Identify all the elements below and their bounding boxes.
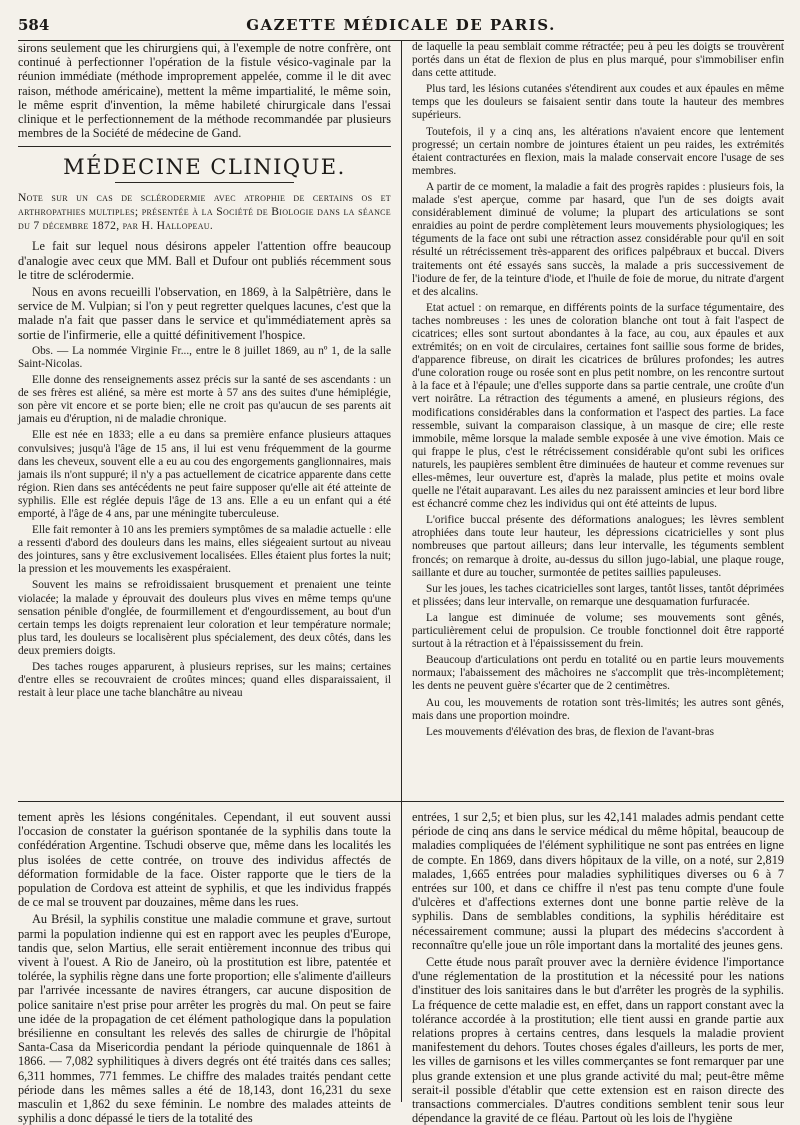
observation-paragraph: Les mouvements d'élévation des bras, de flexion de l'avant-bras — [426, 725, 714, 738]
intro-paragraph: sirons seulement que les chirurgiens qui, à l'exemple de notre confrère, ont continué à perfectionner l'opération de la fistule vésico-vaginale par la réunion immédiate (méthode improprement appelée, comme il le dit avec raison, méthode américaine), mettent la même impartialité, le même soin, le même esprit d'invention, la même habileté chirurgicale dans l'essai clinique et le perfectionnement de la méthode recommandée par plusieurs membres de la Société de médecine de Gand. — [18, 41, 391, 141]
body-paragraph: tement après les lésions congénitales. Cependant, il eut souvent aussi l'occasion de constater la guérison spontanée de la syphilis dans toute la confédération Argentine. Tschudi observe que, même dans les localités les plus isolées de cette contrée, on trouve des individus affectés de déformation formidable de la face. Oister rapporte que le tiers de la population de Cordova est atteint de syphilis, et que les individus frappés de ce mal se trouvent par douzaines, même dans les rues. — [18, 810, 391, 910]
observation-paragraph: L'orifice buccal présente des déformations analogues; les lèvres semblent atrophiées dans toute leur hauteur, les dépressions cicatricielles y sont plus nombreuses que partout ailleurs; dans leur intervalle, les téguments semblent froncés; on remarque à droite, au-dessus du sillon jugo-labial, une plaque rouge, saillante et dure au toucher, surmontée de petites saillies papuleuses. — [412, 514, 784, 579]
observation-paragraph: Elle est née en 1833; elle a eu dans sa première enfance plusieurs attaques convulsives; jusqu'à l'âge de 15 ans, il lui est venu fréquemment de la gourme dans les cheveux, souvent elle a eu au cou des engorgements ganglionnaires, mais jamais ils n'ont suppuré; il n'y a pas actuellement de cicatrice apparente dans cette région. Rien dans ses antécédents ne peut faire supposer qu'elle ait été atteinte de syphilis. Elle est réglée depuis l'âge de 13 ans. Elle a eu un enfant qui a été emporté, à l'âge de 4 ans, par une méningite tuberculeuse. — [18, 429, 391, 520]
running-head — [18, 14, 784, 41]
right-column — [402, 41, 784, 801]
page-number: 584 — [18, 16, 50, 34]
observation-paragraph: Etat actuel : on remarque, en différents points de la surface tégumentaire, des taches nombreuses : les unes de coloration blanche ont tout à fait l'aspect de cicatrices; elles sont surtout abondantes à la face, au cou, aux épaules et aux extrémités; on en voit de circulaires, certaines font saillie sous forme de brides, d'apparence fibreuse, on dirait les cicatrices de brûlures profondes; les autres d'une coloration rouge ou rosée sont en plus petit nombre, on les rencontre surtout à la face et à l'épaule; une d'elles supporte dans sa partie centrale, une croûte d'un vert noirâtre. La rétraction des téguments a amené, en plusieurs régions, des modifications considérables dans la conformation et l'aspect des parties. La face ressemble, suivant la comparaison classique, à un masque de cire; elle reste immobile, même lorsque la malade semble exposée à une vive émotion. Mais ce qui frappe le plus, c'est le rétrécissement considérable qu'ont subi les orifices naturels, les paupières semblent être diminuées de hauteur et comme revenues sur elles-mêmes, leur ouverture est, d'après la malade, plus petite et moins ovale quelle ne l'était auparavant. Les ailes du nez paraissent amincies et leur bord libre est échancré comme chez les individus qui ont été atteints de lupus. — [412, 301, 784, 511]
body-paragraph: Le fait sur lequel nous désirons appeler l'attention offre beaucoup d'analogie avec ceux que MM. Ball et Dufour ont publiés récemment sous le titre de sclérodermie. — [18, 239, 391, 282]
bottom-right-column — [402, 802, 784, 1125]
observation-paragraph: Elle donne des renseignements assez précis sur la santé de ses ascendants : un de ses frères est aliéné, sa mère est morte à 57 ans des suites d'une hémiplégie, son père vit encore et se porte bien; elle ne croit pas qu'aucun de ses parents ait jamais eu d'éruption, ni de maladie chronique. — [18, 374, 391, 426]
observation-paragraph: La langue est diminuée de volume; ses mouvements sont gênés, particulièrement celui de propulsion. Ce trouble fonctionnel doit être rapporté surtout à la rétraction et à l'épaississement du frein. — [412, 611, 784, 651]
observation-paragraph: de laquelle la peau semblait comme rétractée; peu à peu les doigts se trouvèrent portés dans un état de flexion de plus en plus marqué, pour s'immobiliser enfin dans cette attitude. — [412, 41, 784, 80]
body-paragraph: Nous en avons recueilli l'observation, en 1869, à la Salpêtrière, dans le service de M. Vulpian; si l'on y peut regretter quelques lacunes, c'est que la malade n'a fait que passer dans le service et qu'immédiatement après sa sortie de l'infirmerie, elle a quitté définitivement l'hospice. — [18, 285, 391, 342]
observation-paragraph: Souvent les mains se refroidissaient brusquement et prenaient une teinte violacée; la malade y éprouvait des douleurs plus vives en même temps qu'une sensation pénible d'onglée, de fourmillement et d'engourdissement, au bout d'un certain temps les doigts reprenaient leur coloration et leur température normale; plus tard, les douleurs se localisèrent plus spécialement, des deux côtés, dans les deux premiers doigts. — [18, 579, 391, 657]
observation-paragraph: A partir de ce moment, la maladie a fait des progrès rapides : plusieurs fois, la malade s'est aperçue, comme par hasard, que l'un de ses doigts avait considérablement diminué de volume; la plupart des articulations se sont enraidies au point de perdre complètement leurs mouvements physiologiques; les téguments de la face ont subi une rétraction assez considérable pour qu'il en soit résulté un rétrécissement très-apparent des orifices palpébraux et buccal. Divers traitements ont été essayés sans succès, la malade a pris successivement de l'iodure de fer, de la teinture d'iode, et l'huile de foie de morue, du nitrate d'argent et des alcalins. — [412, 180, 784, 298]
observation-paragraph: Beaucoup d'articulations ont perdu en totalité ou en partie leurs mouvements normaux; l'abaissement des mâchoires ne s'accomplit que très-incomplètement; les dents ne peuvent guère s'écarter que de 2 centimètres. — [412, 654, 784, 693]
body-paragraph: Au Brésil, la syphilis constitue une maladie commune et grave, surtout parmi la population indienne qui est en rapport avec les peuples d'Europe, tandis que, selon Martius, elle serait entièrement inconnue des tribus qui vivent à l'ouest. A Rio de Janeiro, où la prostitution est libre, patentée et tolérée, la syphilis règne dans une forte proportion; elle s'alimente d'ailleurs par l'arrivée incessante de navires étrangers, car aucune disposition de police sanitaire n'est prise pour arrêter les progrès du mal. On peut se faire une idée de la propagation de cet élément pathologique dans la population brésilienne en consultant les relevés des salles de chirurgie de l'hôpital Santa-Casa da Misericordia pendant la période quinquennale de 1861 à 1866. — 7,082 syphilitiques à divers degrés ont été traités dans ces salles; 6,311 hommes, 771 femmes. Le chiffre des malades traités pendant cette période dans les mêmes salles a été de 18,143, dont 16,231 du sexe masculin et 1,862 du sexe féminin. Le nombre des malades atteints de syphilis a donc dépassé le tiers de la totalité des — [18, 912, 391, 1125]
observation-paragraph: Toutefois, il y a cinq ans, les altérations n'avaient encore que lentement progressé; un certain nombre de jointures étaient un peu raides, les extrémités étaient contracturées en flexion, mais la malade conservait encore l'usage de ses membres. — [412, 125, 784, 177]
observation-paragraph: Obs. — La nommée Virginie Fr..., entre le 8 juillet 1869, au nº 1, de la salle Saint-Nicolas. — [18, 344, 391, 370]
journal-title: GAZETTE MÉDICALE DE PARIS. — [246, 16, 556, 34]
section-title-underline — [115, 182, 294, 183]
observation-paragraph: Plus tard, les lésions cutanées s'étendirent aux coudes et aux épaules en même temps que les douleurs se faisaient sentir dans toute la hauteur des membres supérieurs. — [412, 83, 784, 122]
section-title: MÉDECINE CLINIQUE. — [63, 155, 346, 180]
body-paragraph: entrées, 1 sur 2,5; et bien plus, sur les 42,141 malades admis pendant cette période de cinq ans dans le service médical du même hôpital, beaucoup de maladies compliquées de l'élément syphilitique ne sont pas entrées en ligne de compte. En 1869, dans divers hôpitaux de la ville, on a noté, sur 2,819 malades, 1,665 entrées pour maladies syphilitiques diverses ou 6 à 7 entrées sur 100, et dans ce chiffre il n'est pas tenu compte d'une foule d'ulcères et d'affections externes dont une bonne partie relève de la syphilis. Dans de semblables conditions, la syphilis héréditaire est nécessairement commune; aussi la plupart des médecins s'accordent à reconnaître qu'elle joue un rôle important dans la mortalité des jeunes gens. — [412, 810, 784, 952]
observation-paragraph: Elle fait remonter à 10 ans les premiers symptômes de sa maladie actuelle : elle a ressenti d'abord des douleurs dans les mains, elles siégeaient surtout au niveau des jointures, sans y être exclusivement localisées. Elles étaient plus fortes la nuit; la pression et les mouvements les exaspéraient. — [18, 524, 391, 576]
body-paragraph: Cette étude nous paraît prouver avec la dernière évidence l'importance d'une réglementation de la prostitution et la nécessité pour les nations d'instituer des lois sanitaires dans le but d'arrêter les progrès de la syphilis. La fréquence de cette maladie est, en effet, dans un rapport constant avec la tolérance accordée à la prostitution; elle tient aussi en grande partie aux relations propres à certains centres, dans lesquels la maladie provient manifestement du dehors. Toutes choses égales d'ailleurs, les ports de mer, les villes de garnisons et les villes commerçantes se font remarquer par une plus grande extension et une plus grande activité du mal; peut-être même serait-il possible d'établir que cette extension est en raison directe des transactions commerciales. D'autres conditions semblent tenir sous leur dépendance la gravité de ce fléau. Partout où les lois de l'hygiène — [412, 955, 784, 1125]
observation-paragraph: Des taches rouges apparurent, à plusieurs reprises, sur les mains; certaines d'entre elles se recouvraient de croûtes minces; quand elles disparaissaient, il restait à leur place une tache blanchâtre au niveau — [18, 661, 391, 700]
observation-paragraph: Au cou, les mouvements de rotation sont très-limités; les autres sont gênés, mais dans une proportion moindre. — [412, 696, 784, 722]
observation-paragraph: Sur les joues, les taches cicatricielles sont larges, tantôt lisses, tantôt déprimées et plissées; dans leur intervalle, on remarque une desquamation furfuracée. — [412, 582, 784, 608]
note-title: Note sur un cas de sclérodermie avec atrophie de certains os et arthropathies multiples; présentée à la Société de Biologie dans la séance du 7 décembre 1872, par H. Hallopeau. — [18, 191, 391, 233]
section-divider — [18, 146, 391, 147]
lower-columns — [18, 802, 784, 1125]
bottom-left-column — [18, 802, 402, 1125]
left-column — [18, 41, 402, 801]
upper-columns — [18, 41, 784, 802]
